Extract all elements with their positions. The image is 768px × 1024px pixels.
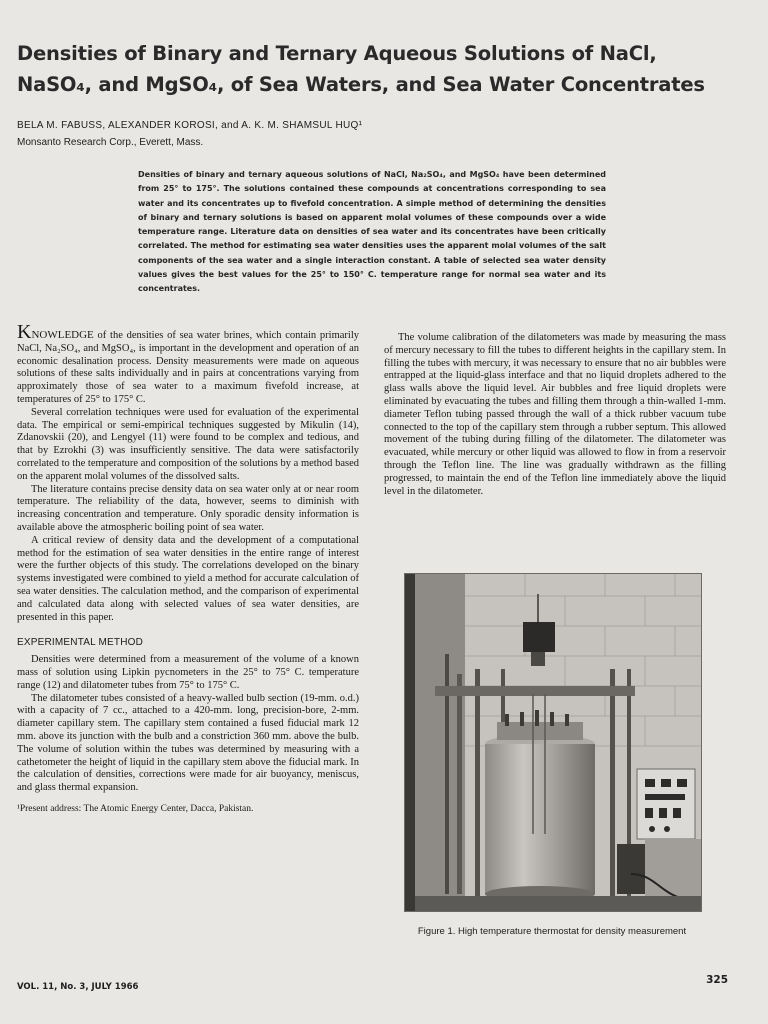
intro-text: of the densities of sea water brines, which contain primarily NaCl, Na₂SO₄, and MgSO₄, is important in the development and operation of an economic desalination process. Density measurements were made on aqueous solutions of these salts individually and in pairs at concentrations varying from approximately those of sea water to a maximum fivefold increase, at temperatures of 25° to 175° C. — [17, 330, 359, 405]
footnote: ¹Present address: The Atomic Energy Center, Dacca, Pakistan. — [17, 803, 254, 814]
figure-caption: Figure 1. High temperature thermostat for density measurement — [417, 926, 687, 937]
body-paragraph: The literature contains precise density data on sea water only at or near room temperature. The reliability of the data, however, seems to diminish with increasing concentration and temperature. Only sporadic density information is available above the atmospheric boiling point of sea water. — [17, 483, 359, 533]
drop-cap: K — [17, 321, 32, 343]
article-title: Densities of Binary and Ternary Aqueous Solutions of NaCl, NaSO₄, and MgSO₄, of Sea Waters, and Sea Water Concentrates — [17, 42, 705, 96]
abstract: Densities of binary and ternary aqueous solutions of NaCl, Na₂SO₄, and MgSO₄ have been determined from 25° to 175°. The solutions contained these compounds at concentrations corresponding to sea water and its concentrates up to fivefold concentration. A simple method of determining the densities of binary and ternary solutions is based on apparent molal volumes of these compounds over a wide temperature range. Literature data on densities of sea water and its concentrates have been critically correlated. The method for estimating sea water densities uses the apparent molal volumes of the salt components of the sea water and a single interaction constant. A table of selected sea water density values gives the best values for the 25° to 150° C. temperature range for normal sea water and its concentrates. — [138, 170, 606, 294]
body-paragraph: Densities were determined from a measurement of the volume of a known mass of solution using Lipkin pycnometers in the 25° to 75° C. temperature range (12) and dilatometer tubes from 75° to 175° C. — [17, 654, 359, 691]
thermostat-photo-icon — [405, 574, 701, 911]
page-number: 325 — [706, 974, 728, 986]
section-heading: EXPERIMENTAL METHOD — [17, 637, 144, 649]
body-paragraph: A critical review of density data and the development of a computational method for the estimation of sea water densities in the entire range of interest were the further objects of this study. The correlations developed on the binary systems investigated were combined to yield a method for accurate calculation of sea water densities. The calculation method, and the comparison of experimental and calculated data along with selected values of sea water densities, are presented in this paper. — [17, 534, 360, 623]
journal-citation: VOL. 11, No. 3, JULY 1966 — [17, 982, 139, 992]
body-paragraph: The volume calibration of the dilatometers was made by measuring the mass of mercury necessary to fill the tubes to different heights in the capillary stem. In filling the tubes with mercury, it was necessary to ensure that no air bubbles were entrapped at the liquid-glass interface and that no liquid droplets adhered to the glass walls above the liquid level. Air bubbles and free liquid droplets were eliminated by evacuating the tubes and filling them through a thin-walled 1-mm. diameter Teflon tubing passed through the wall of a thick rubber vacuum tube connected to the top of the capillary stem through a rubber septum. This allowed movement of the tubing during filling of the dilatometer. The dilatometer was evacuated, while mercury or other liquid was allowed to flow in from a reservoir through the Teflon line. The line was gradually withdrawn as the filling progressed, to maintain the end of the Teflon line immediately above the liquid level in the dilatometer. — [384, 332, 726, 497]
body-paragraph: Several correlation techniques were used for evaluation of the experimental data. The empirical or semi-empirical techniques suggested by Mikulin (14), Zdanovskii (20), and Lengyel (11) were found to be complex and tedious, and that by Ezrokhi (3) was insufficiently sensitive. The data were satisfactorily correlated to the temperature and composition of the solutions by a method based on the apparent molal volumes of the dissolved salts. — [17, 406, 359, 482]
left-column — [17, 321, 360, 815]
body-paragraph: The dilatometer tubes consisted of a heavy-walled bulb section (19-mm. o.d.) with a capacity of 7 cc., attached to a 420-mm. long, precision-bore, 2-mm. diameter capillary stem. The capillary stem contained a fused fiducial mark 12 mm. above its junction with the bulb and a constriction 360 mm. above the bulb. The volume of solution within the tubes was determined by measuring with a cathetometer the height of liquid in the capillary stem above the fiducial mark. In the calculation of densities, corrections were made for air buoyancy, meniscus, and glass thermal expansion. — [17, 692, 359, 794]
author-list: BELA M. FABUSS, ALEXANDER KOROSI, and A. K. M. SHAMSUL HUQ¹ — [17, 120, 363, 131]
right-column — [384, 332, 726, 498]
intro-paragraph — [17, 321, 359, 407]
figure-photo — [404, 573, 702, 912]
affiliation: Monsanto Research Corp., Everett, Mass. — [17, 137, 204, 148]
first-word-rest: NOWLEDGE — [31, 329, 94, 341]
